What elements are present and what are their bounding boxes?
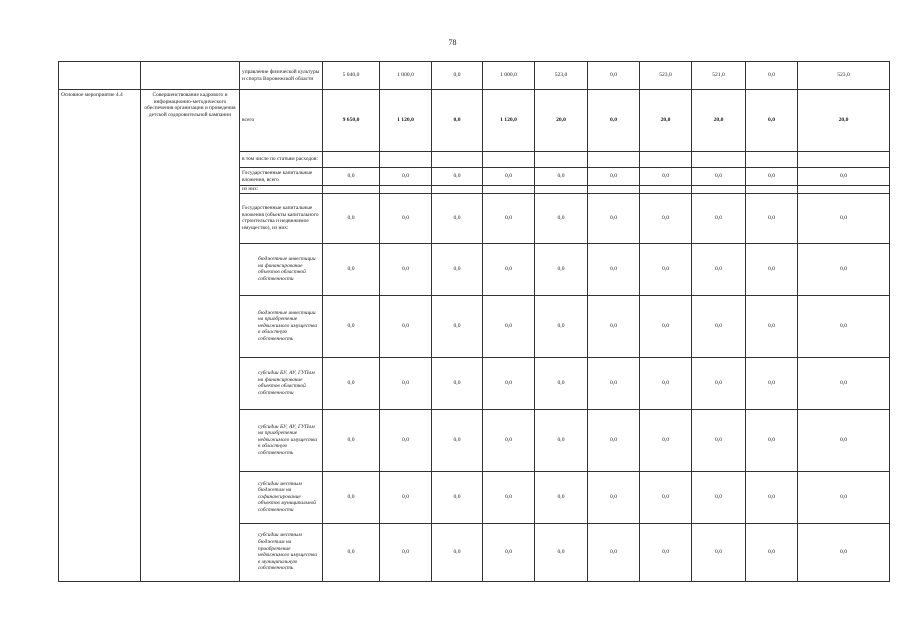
value-cell [535, 186, 588, 194]
value-cell: 0,0 [640, 523, 692, 581]
value-cell [323, 152, 380, 168]
value-cell [323, 186, 380, 194]
value-cell: 1 000,0 [380, 62, 432, 90]
value-cell: 0,0 [692, 523, 746, 581]
row-label: Государственные капитальные вложения (объекты капитального строительства и недвижимое имущество), из них: [240, 193, 323, 243]
row-label: субсидии местным бюджетам на приобретение недвижимого имущества в муниципальную собственность [240, 523, 323, 581]
value-cell: 0,0 [640, 193, 692, 243]
value-cell: 0,0 [483, 471, 535, 523]
value-cell: 0,0 [380, 243, 432, 295]
value-cell [798, 152, 890, 168]
value-cell: 0,0 [432, 62, 483, 90]
table-row [59, 62, 890, 90]
value-cell: 5 040,0 [323, 62, 380, 90]
value-cell: 0,0 [483, 168, 535, 186]
value-cell: 1 120,0 [380, 90, 432, 152]
value-cell: 0,0 [432, 295, 483, 357]
value-cell: 0,0 [746, 243, 798, 295]
value-cell: 0,0 [640, 168, 692, 186]
value-cell: 0,0 [588, 90, 640, 152]
value-cell: 0,0 [432, 523, 483, 581]
value-cell: 0,0 [692, 471, 746, 523]
value-cell: 0,0 [640, 243, 692, 295]
value-cell [692, 152, 746, 168]
page-number: 78 [448, 38, 457, 47]
value-cell: 0,0 [432, 409, 483, 471]
value-cell: 0,0 [535, 523, 588, 581]
value-cell: 0,0 [380, 409, 432, 471]
value-cell: 0,0 [746, 409, 798, 471]
value-cell: 0,0 [692, 243, 746, 295]
value-cell: 0,0 [640, 295, 692, 357]
value-cell: 0,0 [535, 471, 588, 523]
row-label: из них: [240, 186, 323, 194]
value-cell: 0,0 [746, 357, 798, 409]
value-cell: 0,0 [483, 523, 535, 581]
value-cell: 0,0 [746, 193, 798, 243]
row-label: бюджетные инвестиции на приобретение недвижимого имущества в областную собственность [240, 295, 323, 357]
empty-cell [141, 62, 240, 90]
value-cell [746, 186, 798, 194]
value-cell: 0,0 [323, 243, 380, 295]
value-cell: 0,0 [746, 471, 798, 523]
value-cell: 0,0 [380, 357, 432, 409]
value-cell [692, 186, 746, 194]
value-cell [432, 186, 483, 194]
value-cell: 0,0 [432, 90, 483, 152]
value-cell: 0,0 [483, 193, 535, 243]
row-label: субсидии местным бюджетам на софинансирование объектов муниципальной собственности [240, 471, 323, 523]
value-cell: 0,0 [323, 357, 380, 409]
value-cell: 0,0 [483, 243, 535, 295]
value-cell: 0,0 [432, 193, 483, 243]
value-cell: 0,0 [692, 168, 746, 186]
value-cell: 0,0 [746, 90, 798, 152]
value-cell: 20,0 [798, 90, 890, 152]
value-cell: 0,0 [535, 409, 588, 471]
event-code-cell: Основное мероприятие 4.4 [59, 90, 141, 582]
event-name-cell: Совершенствование кадрового и информационно-методического обеспечения организации и проведения детской оздоровительной кампании [141, 90, 240, 582]
value-cell: 0,0 [323, 295, 380, 357]
value-cell: 0,0 [483, 357, 535, 409]
value-cell: 0,0 [535, 295, 588, 357]
value-cell: 0,0 [798, 243, 890, 295]
value-cell: 0,0 [588, 193, 640, 243]
value-cell: 20,0 [692, 90, 746, 152]
value-cell: 523,0 [640, 62, 692, 90]
value-cell: 0,0 [588, 168, 640, 186]
value-cell: 0,0 [483, 409, 535, 471]
value-cell [483, 152, 535, 168]
value-cell [798, 186, 890, 194]
value-cell: 0,0 [535, 357, 588, 409]
value-cell [640, 186, 692, 194]
value-cell: 0,0 [640, 409, 692, 471]
value-cell: 0,0 [432, 168, 483, 186]
value-cell: 0,0 [483, 295, 535, 357]
table-body [59, 62, 890, 582]
value-cell: 0,0 [432, 471, 483, 523]
value-cell: 0,0 [798, 295, 890, 357]
value-cell [380, 152, 432, 168]
value-cell: 0,0 [798, 471, 890, 523]
value-cell: 0,0 [323, 523, 380, 581]
row-label: Государственные капитальные вложения, всего [240, 168, 323, 186]
value-cell: 0,0 [692, 357, 746, 409]
value-cell: 0,0 [588, 409, 640, 471]
value-cell: 9 650,0 [323, 90, 380, 152]
value-cell: 1 000,0 [483, 62, 535, 90]
value-cell: 0,0 [588, 471, 640, 523]
value-cell: 523,0 [535, 62, 588, 90]
value-cell: 523,0 [798, 62, 890, 90]
value-cell: 0,0 [432, 357, 483, 409]
value-cell: 0,0 [798, 409, 890, 471]
row-label: бюджетные инвестиции на финансирование объектов областной собственности [240, 243, 323, 295]
value-cell: 0,0 [692, 409, 746, 471]
value-cell: 0,0 [588, 357, 640, 409]
row-label: субсидии БУ, АУ, ГУПам на финансирование объектов областной собственности [240, 357, 323, 409]
value-cell: 20,0 [535, 90, 588, 152]
value-cell [380, 186, 432, 194]
value-cell [640, 152, 692, 168]
value-cell: 0,0 [746, 295, 798, 357]
value-cell: 0,0 [798, 357, 890, 409]
value-cell: 0,0 [323, 168, 380, 186]
value-cell: 0,0 [588, 295, 640, 357]
value-cell [535, 152, 588, 168]
value-cell: 0,0 [432, 243, 483, 295]
value-cell: 0,0 [535, 168, 588, 186]
row-label: субсидии БУ, АУ, ГУПам на приобретение недвижимого имущества в областную собственность [240, 409, 323, 471]
value-cell: 0,0 [798, 193, 890, 243]
value-cell [588, 186, 640, 194]
value-cell: 0,0 [640, 471, 692, 523]
value-cell: 0,0 [798, 523, 890, 581]
table-row [59, 90, 890, 152]
value-cell [432, 152, 483, 168]
value-cell: 0,0 [746, 523, 798, 581]
row-label: в том числе по статьям расходов: [240, 152, 323, 168]
value-cell: 0,0 [323, 193, 380, 243]
value-cell: 1 120,0 [483, 90, 535, 152]
value-cell [483, 186, 535, 194]
value-cell: 0,0 [798, 168, 890, 186]
value-cell: 0,0 [588, 62, 640, 90]
value-cell: 0,0 [746, 168, 798, 186]
value-cell: 0,0 [640, 357, 692, 409]
value-cell [746, 152, 798, 168]
value-cell: 0,0 [535, 193, 588, 243]
value-cell: 0,0 [588, 243, 640, 295]
value-cell: 0,0 [692, 193, 746, 243]
value-cell: 0,0 [380, 193, 432, 243]
value-cell: 0,0 [380, 168, 432, 186]
value-cell: 0,0 [692, 295, 746, 357]
budget-table [58, 61, 890, 582]
row-label: управление физической культуры и спорта Воронежской области [240, 62, 323, 90]
value-cell [588, 152, 640, 168]
value-cell: 0,0 [746, 62, 798, 90]
value-cell: 0,0 [323, 409, 380, 471]
value-cell: 20,0 [640, 90, 692, 152]
empty-cell [59, 62, 141, 90]
value-cell: 0,0 [380, 295, 432, 357]
value-cell: 0,0 [535, 243, 588, 295]
value-cell: 0,0 [380, 523, 432, 581]
value-cell: 521,0 [692, 62, 746, 90]
value-cell: 0,0 [588, 523, 640, 581]
row-label: всего [240, 90, 323, 152]
value-cell: 0,0 [323, 471, 380, 523]
value-cell: 0,0 [380, 471, 432, 523]
